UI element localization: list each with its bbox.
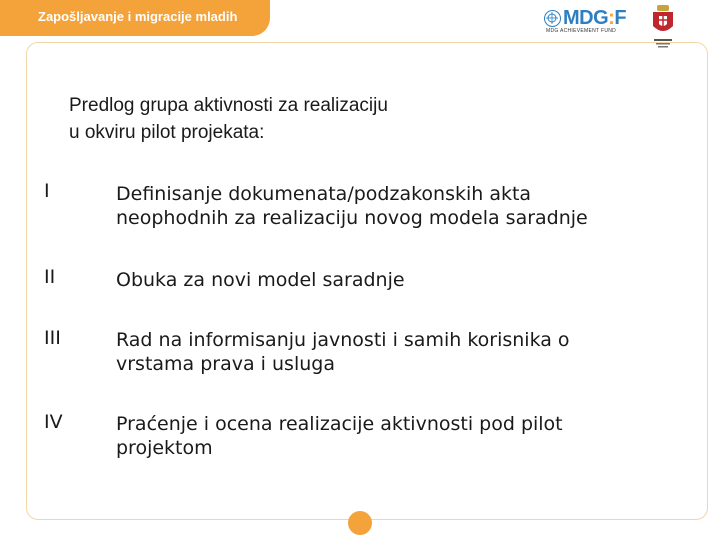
mdg-logo-text: MDG:F — [563, 7, 627, 29]
slide-title: Predlog grupa aktivnosti za realizaciju u okviru pilot projekata: — [69, 95, 388, 143]
un-emblem-icon — [544, 10, 561, 27]
list-item-text: Praćenje i ocena realizacije aktivnosti pod pilot projektom — [116, 413, 563, 459]
list-item-text: Definisanje dokumenata/podzakonskih akta neophodnih za realizaciju novog modela saradnje — [116, 183, 588, 229]
slide-footer-dot — [348, 511, 372, 535]
mdg-logo-subtitle: MDG ACHIEVEMENT FUND — [546, 28, 617, 34]
list-item-numeral: I — [44, 180, 50, 202]
mdg-fund-logo — [544, 8, 662, 36]
header-banner — [0, 0, 270, 36]
header-title: Zapošljavanje i migracije mladih — [38, 9, 238, 24]
list-item-numeral: IV — [44, 411, 63, 433]
list-item-numeral: III — [44, 327, 61, 349]
list-item-numeral: II — [44, 266, 56, 288]
list-item-text: Obuka za novi model saradnje — [116, 269, 405, 291]
list-item-text: Rad na informisanju javnosti i samih korisnika o vrstama prava i usluga — [116, 329, 570, 375]
